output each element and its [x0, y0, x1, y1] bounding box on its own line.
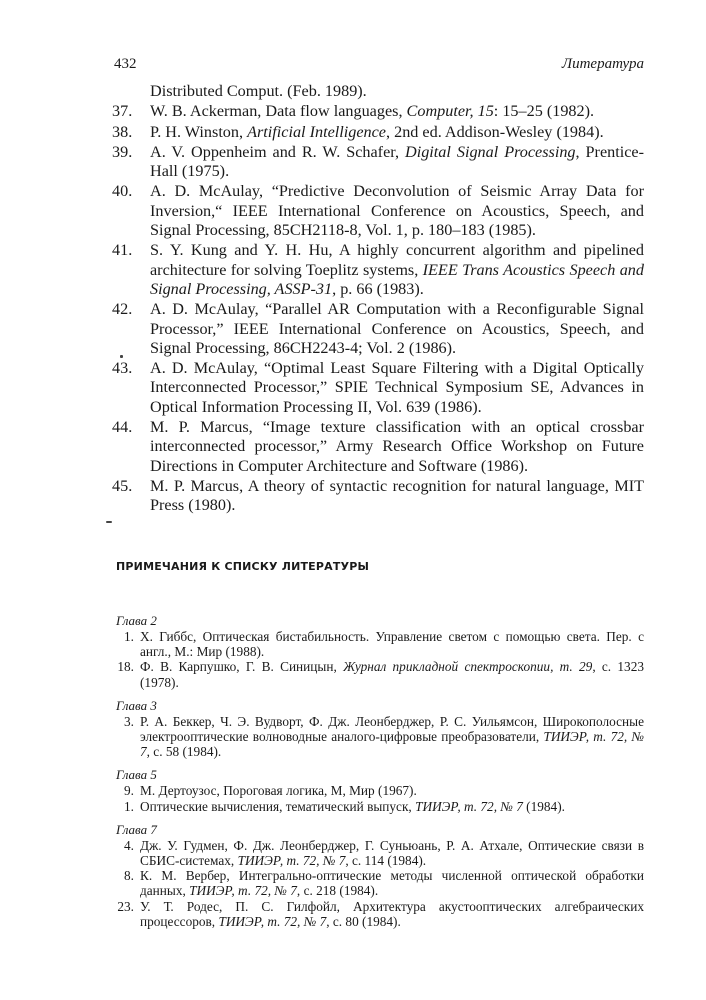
reference-item-text: A. D. McAulay, “Parallel AR Computation with a Reconfigurable Signal Processor,” IEEE International Conference on Acoustics, Speech, and Signal Processing, 86CH2243-4; Vol. 2 (1986).: [150, 300, 644, 357]
reference-item-number: 44.: [112, 418, 133, 437]
margin-mark: [106, 521, 112, 523]
note-item-source: ТИИЭР, т. 72, № 7: [415, 798, 523, 814]
chapter-label: Глава 5: [116, 767, 157, 783]
note-item-text: , с. 218 (1984).: [296, 883, 379, 899]
chapter-label: Глава 2: [116, 613, 157, 628]
reference-continuation: Distributed Comput. (Feb. 1989).: [150, 82, 367, 100]
chapter-label: Глава 7: [116, 821, 157, 837]
reference-item-text: P. H. Winston,: [150, 122, 248, 141]
note-item-text: , с. 114 (1984).: [345, 853, 427, 869]
reference-item-text: A. D. McAulay, “Predictive Deconvolution of Seismic Array Data for Inversion,“ IEEE International Conference on Acoustics, Speech, and Signal Processing, 85CH2118-8, Vol. 1, p. 180–183 (1985).: [150, 182, 644, 240]
note-item-source: ТИИЭР, т. 72, № 7: [237, 853, 346, 869]
reference-item-text: M. P. Marcus, “Image texture classification with an optical crossbar interconnected processor,” Army Research Office Workshop on Future Directions in Computer Architecture and Software (1986).: [150, 418, 644, 475]
note-item: [116, 714, 644, 760]
note-item-number: 8.: [124, 868, 134, 884]
reference-item-number: 38.: [112, 122, 133, 141]
reference-item: [112, 359, 644, 417]
chapter-label: Глава 3: [116, 697, 157, 713]
reference-item-source: IEEE Trans Acoustics Speech and Signal Processing, ASSP-31: [150, 260, 644, 298]
note-item-text: (1984).: [522, 798, 565, 814]
note-item-text: М. Дертоузос, Пороговая логика, М, Мир (1967).: [140, 783, 417, 799]
reference-item-source: Artificial Intelligence: [247, 122, 386, 141]
reference-item-number: 37.: [112, 102, 133, 121]
reference-item-text: A. V. Oppenheim and R. W. Schafer,: [150, 142, 406, 161]
reference-item: [112, 241, 644, 299]
note-item: [116, 629, 644, 659]
note-item: [116, 799, 644, 814]
notes-list: [116, 605, 644, 929]
reference-item-text: , p. 66 (1983).: [332, 279, 424, 298]
note-item: [116, 868, 644, 898]
note-item-text: , с. 58 (1984).: [146, 744, 222, 760]
note-item-text: Х. Гиббс, Оптическая бистабильность. Управление светом с помощью света. Пер. с англ., М.: Мир (1988).: [140, 629, 644, 660]
margin-mark: [120, 355, 123, 358]
note-item-text: , с. 80 (1984).: [326, 913, 401, 929]
note-item-text: Оптические вычисления, тематический выпуск,: [140, 798, 416, 814]
reference-item: [112, 418, 644, 476]
note-item-number: 18.: [117, 659, 134, 675]
reference-item: [112, 477, 644, 516]
note-item: [116, 899, 644, 929]
note-item-text: Дж. У. Гудмен, Ф. Дж. Леонберджер, Г. Суньюань, Р. А. Атхале, Оптические связи в СБИС-системах,: [140, 837, 644, 869]
note-item-number: 4.: [124, 837, 134, 853]
reference-item: [112, 102, 644, 121]
note-item-number: 3.: [124, 713, 134, 729]
reference-item-text: A. D. McAulay, “Optimal Least Square Filtering with a Digital Optically Interconnected Processor,” SPIE Technical Symposium SE, Advances in Optical Information Processing II, Vol. 639 (1986).: [150, 359, 644, 416]
reference-item: [112, 182, 644, 240]
reference-item-text: , 2nd ed. Addison-Wesley (1984).: [386, 122, 604, 141]
reference-item-number: 39.: [112, 142, 133, 161]
note-item-source: ТИИЭР, т. 72, № 7: [218, 913, 327, 929]
reference-item-source: Computer, 15: [406, 102, 494, 121]
note-item-text: К. М. Вербер, Интегрально-оптические методы численной оптической обработки данных,: [140, 868, 644, 899]
reference-item-source: Digital Signal Processing: [405, 142, 576, 161]
note-item-number: 23.: [117, 898, 134, 914]
reference-item-number: 45.: [112, 476, 133, 495]
note-item-text: Р. А. Беккер, Ч. Э. Вудворт, Ф. Дж. Леонберджер, Р. С. Уильямсон, Широкополосные электрооптические волноводные аналого-цифровые преобразователи,: [140, 713, 644, 745]
note-item-source: Журнал прикладной спектроскопии, т. 29: [343, 659, 593, 675]
note-item-text: , с. 1323 (1978).: [140, 659, 644, 690]
note-item-number: 9.: [124, 783, 134, 799]
reference-item: [112, 143, 644, 182]
reference-item-text: , Prentice-Hall (1975).: [150, 142, 644, 181]
reference-item-number: 42.: [112, 300, 133, 319]
note-item-source: ТИИЭР, т. 72, № 7: [140, 729, 644, 760]
reference-item-number: 40.: [112, 182, 133, 201]
reference-list: [112, 82, 644, 517]
reference-item-number: 41.: [112, 241, 133, 260]
running-title: Литература: [561, 56, 644, 72]
reference-item: [112, 123, 644, 142]
note-item-source: ТИИЭР, т. 72, № 7: [189, 883, 297, 899]
notes-section-title: ПРИМЕЧАНИЯ К СПИСКУ ЛИТЕРАТУРЫ: [116, 560, 370, 573]
reference-item-text: W. B. Ackerman, Data flow languages,: [150, 102, 407, 121]
reference-item: [112, 300, 644, 358]
note-item-number: 1.: [124, 629, 134, 644]
note-item-text: Ф. В. Карпушко, Г. В. Синицын,: [140, 659, 344, 675]
note-item-number: 1.: [124, 798, 134, 814]
page-number: 432: [114, 56, 137, 72]
note-item: [116, 783, 644, 798]
reference-item-text: : 15–25 (1982).: [493, 102, 595, 121]
note-item: [116, 659, 644, 689]
reference-item-text: M. P. Marcus, A theory of syntactic recognition for natural language, MIT Press (1980).: [150, 476, 644, 515]
reference-item-text: S. Y. Kung and Y. H. Hu, A highly concurrent algorithm and pipelined architecture for solving Toeplitz systems,: [150, 241, 644, 279]
reference-item-number: 43.: [112, 359, 133, 378]
note-item: [116, 838, 644, 868]
note-item-text: У. Т. Родес, П. С. Гилфойл, Архитектура акустооптических алгебраических процессоров,: [140, 898, 644, 929]
page-header: [110, 56, 644, 76]
